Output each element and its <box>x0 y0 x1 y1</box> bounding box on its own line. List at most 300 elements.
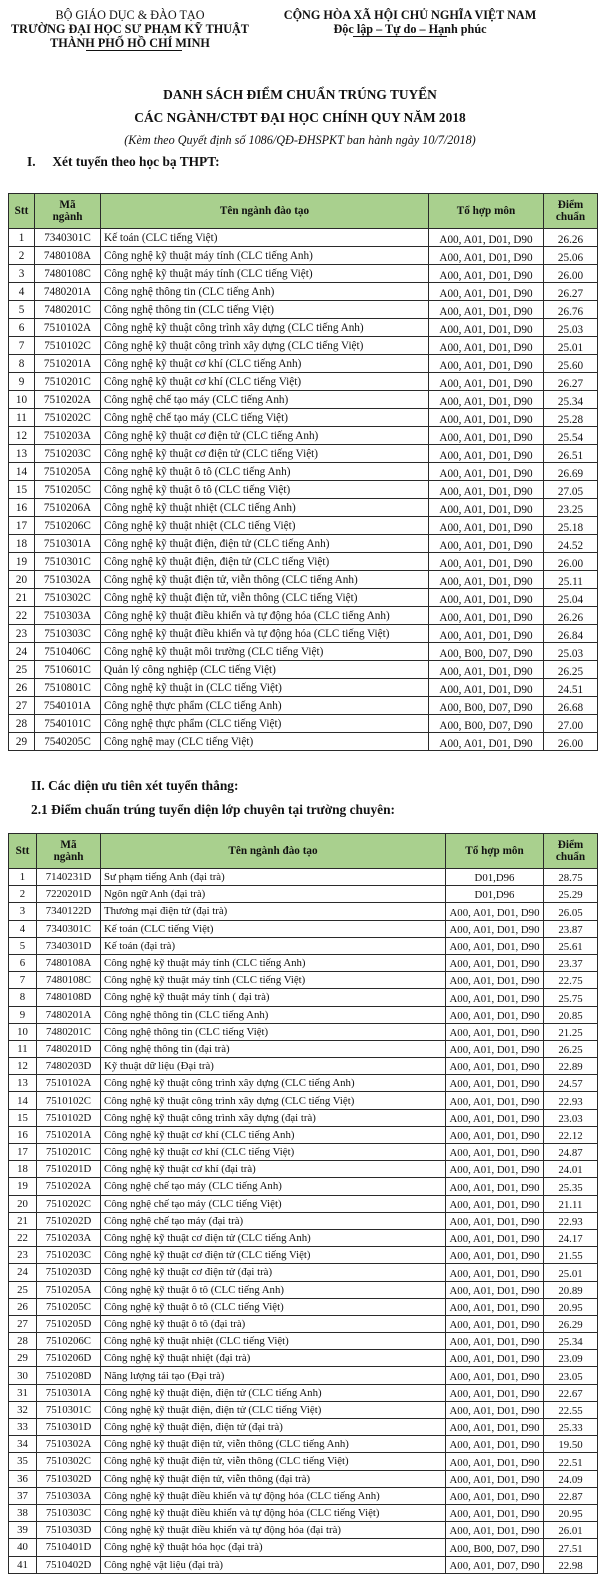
row-major-name: Công nghệ kỹ thuật ô tô (CLC tiếng Anh) <box>101 463 429 481</box>
row-major-name: Công nghệ kỹ thuật ô tô (CLC tiếng Việt) <box>101 1298 446 1315</box>
row-subject-combo: A00, B00, D07, D90 <box>429 715 544 733</box>
row-subject-combo: A00, A01, D01, D90 <box>446 1195 544 1212</box>
row-major-name: Công nghệ kỹ thuật công trình xây dựng (đại trà) <box>101 1109 446 1126</box>
row-subject-combo: A00, A01, D07, D90 <box>446 1556 544 1573</box>
row-cutoff-score: 26.25 <box>544 661 598 679</box>
row-major-code: 7510202D <box>37 1212 101 1229</box>
row-cutoff-score: 27.05 <box>544 481 598 499</box>
row-cutoff-score: 22.75 <box>544 972 598 989</box>
table-row <box>9 445 598 463</box>
row-major-code: 7510801C <box>35 679 101 697</box>
table-row <box>9 1281 598 1298</box>
row-subject-combo: A00, A01, D01, D90 <box>446 1058 544 1075</box>
row-stt: 23 <box>9 1247 37 1264</box>
row-cutoff-score: 22.87 <box>544 1487 598 1504</box>
row-major-name: Công nghệ kỹ thuật nhiệt (CLC tiếng Việt) <box>101 1333 446 1350</box>
row-stt: 5 <box>9 301 35 319</box>
row-stt: 3 <box>9 265 35 283</box>
row-stt: 21 <box>9 589 35 607</box>
table-row <box>9 1212 598 1229</box>
row-major-name: Công nghệ kỹ thuật máy tính (CLC tiếng Anh) <box>101 954 446 971</box>
row-cutoff-score: 24.01 <box>544 1161 598 1178</box>
row-stt: 28 <box>9 715 35 733</box>
row-major-code: 7510203A <box>35 427 101 445</box>
row-stt: 11 <box>9 409 35 427</box>
row-major-name: Công nghệ kỹ thuật máy tính (CLC tiếng Việt) <box>101 972 446 989</box>
table-row <box>9 409 598 427</box>
row-subject-combo: A00, A01, D01, D90 <box>446 903 544 920</box>
table-row <box>9 1298 598 1315</box>
row-major-code: 7510302C <box>37 1453 101 1470</box>
row-stt: 37 <box>9 1487 37 1504</box>
row-cutoff-score: 26.27 <box>544 283 598 301</box>
row-subject-combo: A00, A01, D01, D90 <box>429 409 544 427</box>
row-major-code: 7510102C <box>35 337 101 355</box>
row-major-code: 7510201A <box>35 355 101 373</box>
row-cutoff-score: 25.04 <box>544 589 598 607</box>
row-subject-combo: A00, A01, D01, D90 <box>429 247 544 265</box>
row-cutoff-score: 20.95 <box>544 1298 598 1315</box>
row-major-code: 7510205C <box>35 481 101 499</box>
row-major-name: Công nghệ kỹ thuật nhiệt (CLC tiếng Việt) <box>101 517 429 535</box>
row-major-code: 7510206C <box>37 1333 101 1350</box>
table-row <box>9 1333 598 1350</box>
row-major-name: Công nghệ may (CLC tiếng Việt) <box>101 733 429 751</box>
row-subject-combo: A00, A01, D01, D90 <box>446 1109 544 1126</box>
row-major-name: Công nghệ kỹ thuật ô tô (CLC tiếng Anh) <box>101 1281 446 1298</box>
row-stt: 6 <box>9 954 37 971</box>
row-cutoff-score: 23.03 <box>544 1109 598 1126</box>
row-stt: 7 <box>9 972 37 989</box>
row-stt: 4 <box>9 283 35 301</box>
row-major-code: 7510202A <box>37 1178 101 1195</box>
row-major-name: Công nghệ kỹ thuật điện tử, viễn thông (đại trà) <box>101 1470 446 1487</box>
row-cutoff-score: 24.09 <box>544 1470 598 1487</box>
row-cutoff-score: 24.51 <box>544 679 598 697</box>
country-name: CỘNG HÒA XÃ HỘI CHỦ NGHĨA VIỆT NAM <box>283 8 537 22</box>
row-major-code: 7480108D <box>37 989 101 1006</box>
row-cutoff-score: 26.29 <box>544 1315 598 1332</box>
row-cutoff-score: 27.00 <box>544 715 598 733</box>
table-row <box>9 972 598 989</box>
score-table-transcript <box>8 193 598 751</box>
table-row <box>9 1058 598 1075</box>
row-major-name: Công nghệ thực phẩm (CLC tiếng Anh) <box>101 697 429 715</box>
section-heading-1 <box>27 154 220 170</box>
row-cutoff-score: 26.27 <box>544 373 598 391</box>
row-subject-combo: A00, A01, D01, D90 <box>446 920 544 937</box>
row-major-code: 7510205C <box>37 1298 101 1315</box>
table-header-row <box>9 834 598 869</box>
table-row <box>9 643 598 661</box>
row-major-name: Công nghệ kỹ thuật điện tử, viễn thông (CLC tiếng Việt) <box>101 1453 446 1470</box>
row-cutoff-score: 26.01 <box>544 1522 598 1539</box>
table-row <box>9 661 598 679</box>
row-major-code: 7510205A <box>37 1281 101 1298</box>
row-cutoff-score: 21.25 <box>544 1023 598 1040</box>
row-stt: 1 <box>9 869 37 886</box>
row-subject-combo: A00, A01, D01, D90 <box>429 265 544 283</box>
row-major-code: 7510201A <box>37 1126 101 1143</box>
row-major-code: 7510301D <box>37 1419 101 1436</box>
table-row <box>9 1229 598 1246</box>
row-major-code: 7510401D <box>37 1539 101 1556</box>
row-cutoff-score: 25.01 <box>544 337 598 355</box>
university-city: THÀNH PHỐ HỒ CHÍ MINH <box>50 36 210 50</box>
row-cutoff-score: 25.35 <box>544 1178 598 1195</box>
table-row <box>9 1384 598 1401</box>
row-stt: 20 <box>9 571 35 589</box>
row-stt: 34 <box>9 1436 37 1453</box>
row-stt: 6 <box>9 319 35 337</box>
row-major-name: Công nghệ chế tạo máy (CLC tiếng Anh) <box>101 1178 446 1195</box>
row-major-name: Thương mại điện tử (đại trà) <box>101 903 446 920</box>
row-cutoff-score: 26.26 <box>544 607 598 625</box>
row-cutoff-score: 25.34 <box>544 1333 598 1350</box>
row-major-code: 7510406C <box>35 643 101 661</box>
row-stt: 40 <box>9 1539 37 1556</box>
table-row <box>9 1350 598 1367</box>
row-major-name: Công nghệ kỹ thuật nhiệt (CLC tiếng Anh) <box>101 499 429 517</box>
row-major-code: 7510302C <box>35 589 101 607</box>
table-row <box>9 463 598 481</box>
row-stt: 16 <box>9 499 35 517</box>
row-stt: 2 <box>9 247 35 265</box>
row-stt: 29 <box>9 1350 37 1367</box>
row-stt: 7 <box>9 337 35 355</box>
table-row <box>9 903 598 920</box>
table-row <box>9 427 598 445</box>
row-subject-combo: A00, A01, D01, D90 <box>446 1453 544 1470</box>
row-subject-combo: A00, A01, D01, D90 <box>429 319 544 337</box>
row-major-name: Công nghệ vật liệu (đại trà) <box>101 1556 446 1573</box>
row-subject-combo: A00, A01, D01, D90 <box>429 337 544 355</box>
table-row <box>9 1436 598 1453</box>
row-stt: 13 <box>9 445 35 463</box>
row-subject-combo: A00, A01, D01, D90 <box>446 1040 544 1057</box>
row-subject-combo: A00, A01, D01, D90 <box>429 301 544 319</box>
table-row <box>9 954 598 971</box>
row-major-code: 7510303D <box>37 1522 101 1539</box>
row-major-name: Công nghệ thông tin (CLC tiếng Việt) <box>101 1023 446 1040</box>
row-major-name: Sư phạm tiếng Anh (đại trà) <box>101 869 446 886</box>
row-major-name: Công nghệ chế tạo máy (CLC tiếng Việt) <box>101 1195 446 1212</box>
row-stt: 17 <box>9 1144 37 1161</box>
row-subject-combo: A00, A01, D01, D90 <box>446 954 544 971</box>
row-major-code: 7510601C <box>35 661 101 679</box>
row-cutoff-score: 26.76 <box>544 301 598 319</box>
row-major-code: 7510201D <box>37 1161 101 1178</box>
row-subject-combo: D01,D96 <box>446 869 544 886</box>
row-subject-combo: A00, A01, D01, D90 <box>429 355 544 373</box>
row-cutoff-score: 26.00 <box>544 733 598 751</box>
row-major-code: 7510201C <box>37 1144 101 1161</box>
row-stt: 15 <box>9 481 35 499</box>
row-major-code: 7510303A <box>37 1487 101 1504</box>
row-cutoff-score: 25.06 <box>544 247 598 265</box>
row-major-name: Công nghệ kỹ thuật máy tính ( đại trà) <box>101 989 446 1006</box>
row-major-code: 7510102D <box>37 1109 101 1126</box>
row-stt: 18 <box>9 1161 37 1178</box>
table-row <box>9 337 598 355</box>
row-subject-combo: A00, A01, D01, D90 <box>446 1178 544 1195</box>
row-cutoff-score: 25.11 <box>544 571 598 589</box>
row-stt: 24 <box>9 1264 37 1281</box>
row-subject-combo: A00, A01, D01, D90 <box>446 1367 544 1384</box>
table-row <box>9 229 598 247</box>
table-row <box>9 733 598 751</box>
row-major-code: 7510202C <box>37 1195 101 1212</box>
row-cutoff-score: 19.50 <box>544 1436 598 1453</box>
row-stt: 4 <box>9 920 37 937</box>
row-major-name: Công nghệ kỹ thuật hóa học (đại trà) <box>101 1539 446 1556</box>
row-cutoff-score: 22.93 <box>544 1212 598 1229</box>
row-major-name: Công nghệ kỹ thuật điều khiển và tự động hóa (đại trà) <box>101 1522 446 1539</box>
row-major-name: Công nghệ kỹ thuật điện, điện tử (CLC tiếng Anh) <box>101 1384 446 1401</box>
row-stt: 35 <box>9 1453 37 1470</box>
row-major-name: Công nghệ kỹ thuật điều khiển và tự động hóa (CLC tiếng Anh) <box>101 607 429 625</box>
row-cutoff-score: 22.93 <box>544 1092 598 1109</box>
row-major-code: 7510102C <box>37 1092 101 1109</box>
row-subject-combo: A00, A01, D01, D90 <box>446 1075 544 1092</box>
row-subject-combo: A00, A01, D01, D90 <box>429 427 544 445</box>
row-cutoff-score: 24.87 <box>544 1144 598 1161</box>
table-header-row <box>9 194 598 229</box>
row-subject-combo: A00, A01, D01, D90 <box>429 679 544 697</box>
col-header-score: Điểm chuẩn <box>544 834 598 869</box>
row-stt: 15 <box>9 1109 37 1126</box>
table-row <box>9 1195 598 1212</box>
row-subject-combo: A00, A01, D01, D90 <box>446 1504 544 1521</box>
table-row <box>9 1504 598 1521</box>
row-stt: 32 <box>9 1401 37 1418</box>
row-major-name: Công nghệ kỹ thuật điều khiển và tự động hóa (CLC tiếng Anh) <box>101 1487 446 1504</box>
table-row <box>9 1264 598 1281</box>
table-row <box>9 301 598 319</box>
row-cutoff-score: 23.87 <box>544 920 598 937</box>
ministry-name: BỘ GIÁO DỤC & ĐÀO TẠO <box>55 8 205 22</box>
section-title: Xét tuyển theo học bạ THPT: <box>52 154 220 169</box>
motto: Độc lập – Tự do – Hạnh phúc <box>333 22 487 36</box>
row-major-code: 7480201A <box>37 1006 101 1023</box>
row-subject-combo: A00, A01, D01, D90 <box>429 571 544 589</box>
table-row <box>9 989 598 1006</box>
document-title: DANH SÁCH ĐIỂM CHUẨN TRÚNG TUYỂN <box>163 87 437 102</box>
table-row <box>9 1178 598 1195</box>
row-stt: 20 <box>9 1195 37 1212</box>
row-cutoff-score: 25.33 <box>544 1419 598 1436</box>
row-stt: 8 <box>9 355 35 373</box>
row-cutoff-score: 24.17 <box>544 1229 598 1246</box>
row-major-code: 7480108A <box>35 247 101 265</box>
row-subject-combo: A00, A01, D01, D90 <box>446 1092 544 1109</box>
row-subject-combo: A00, A01, D01, D90 <box>446 1419 544 1436</box>
row-stt: 38 <box>9 1504 37 1521</box>
ministry-header <box>10 8 250 50</box>
row-major-name: Công nghệ kỹ thuật điện tử, viễn thông (CLC tiếng Anh) <box>101 1436 446 1453</box>
row-major-code: 7340122D <box>37 903 101 920</box>
row-major-name: Công nghệ kỹ thuật điện, điện tử (CLC tiếng Việt) <box>101 1401 446 1418</box>
row-major-code: 7510205A <box>35 463 101 481</box>
row-major-name: Công nghệ kỹ thuật in (CLC tiếng Việt) <box>101 679 429 697</box>
motto-underline <box>353 36 446 37</box>
row-major-name: Công nghệ kỹ thuật điện tử, viễn thông (CLC tiếng Việt) <box>101 589 429 607</box>
row-subject-combo: A00, A01, D01, D90 <box>429 553 544 571</box>
table-row <box>9 1161 598 1178</box>
row-cutoff-score: 23.25 <box>544 499 598 517</box>
table-row <box>9 1522 598 1539</box>
row-major-name: Công nghệ thực phẩm (CLC tiếng Việt) <box>101 715 429 733</box>
row-cutoff-score: 26.51 <box>544 445 598 463</box>
row-stt: 9 <box>9 1006 37 1023</box>
row-subject-combo: A00, A01, D01, D90 <box>446 1229 544 1246</box>
row-major-code: 7540101A <box>35 697 101 715</box>
row-major-code: 7340301D <box>37 937 101 954</box>
table-row <box>9 391 598 409</box>
row-subject-combo: A00, A01, D01, D90 <box>429 535 544 553</box>
table-row <box>9 886 598 903</box>
row-major-name: Công nghệ chế tạo máy (CLC tiếng Anh) <box>101 391 429 409</box>
row-major-name: Công nghệ kỹ thuật cơ khí (CLC tiếng Anh) <box>101 1126 446 1143</box>
row-cutoff-score: 26.26 <box>544 229 598 247</box>
row-major-name: Công nghệ kỹ thuật điều khiển và tự động hóa (CLC tiếng Việt) <box>101 625 429 643</box>
row-major-name: Công nghệ kỹ thuật cơ khí (CLC tiếng Anh) <box>101 355 429 373</box>
row-major-code: 7480201D <box>37 1040 101 1057</box>
document-title-line2: CÁC NGÀNH/CTĐT ĐẠI HỌC CHÍNH QUY NĂM 2018 <box>134 110 466 125</box>
row-major-name: Công nghệ kỹ thuật điều khiển và tự động hóa (CLC tiếng Việt) <box>101 1504 446 1521</box>
row-major-name: Công nghệ thông tin (đại trà) <box>101 1040 446 1057</box>
row-subject-combo: A00, A01, D01, D90 <box>429 661 544 679</box>
row-subject-combo: A00, A01, D01, D90 <box>429 499 544 517</box>
row-cutoff-score: 26.68 <box>544 697 598 715</box>
table-row <box>9 715 598 733</box>
row-major-code: 7480201A <box>35 283 101 301</box>
row-major-code: 7510208D <box>37 1367 101 1384</box>
row-major-code: 7480108A <box>37 954 101 971</box>
row-major-name: Năng lượng tái tạo (Đại trà) <box>101 1367 446 1384</box>
table-row <box>9 373 598 391</box>
row-stt: 18 <box>9 535 35 553</box>
row-subject-combo: A00, A01, D01, D90 <box>446 1333 544 1350</box>
row-cutoff-score: 25.01 <box>544 1264 598 1281</box>
row-cutoff-score: 25.03 <box>544 319 598 337</box>
col-header-name: Tên ngành đào tạo <box>101 834 446 869</box>
table-row <box>9 607 598 625</box>
row-major-code: 7510202A <box>35 391 101 409</box>
table-row <box>9 937 598 954</box>
row-subject-combo: A00, A01, D01, D90 <box>446 1126 544 1143</box>
row-major-name: Công nghệ kỹ thuật cơ điện tử (CLC tiếng Việt) <box>101 445 429 463</box>
row-major-name: Kế toán (CLC tiếng Việt) <box>101 920 446 937</box>
row-stt: 33 <box>9 1419 37 1436</box>
row-major-name: Công nghệ thông tin (CLC tiếng Việt) <box>101 301 429 319</box>
row-stt: 41 <box>9 1556 37 1573</box>
row-subject-combo: A00, A01, D01, D90 <box>446 1315 544 1332</box>
table-row <box>9 1144 598 1161</box>
row-major-code: 7510203C <box>37 1247 101 1264</box>
row-stt: 16 <box>9 1126 37 1143</box>
row-major-code: 7510203C <box>35 445 101 463</box>
row-cutoff-score: 21.55 <box>544 1247 598 1264</box>
row-cutoff-score: 22.51 <box>544 1453 598 1470</box>
row-subject-combo: A00, A01, D01, D90 <box>429 589 544 607</box>
row-stt: 31 <box>9 1384 37 1401</box>
row-subject-combo: A00, A01, D01, D90 <box>429 733 544 751</box>
col-header-stt: Stt <box>9 834 37 869</box>
row-major-name: Công nghệ thông tin (CLC tiếng Anh) <box>101 1006 446 1023</box>
table-row <box>9 1092 598 1109</box>
row-stt: 23 <box>9 625 35 643</box>
row-cutoff-score: 22.55 <box>544 1401 598 1418</box>
row-stt: 14 <box>9 1092 37 1109</box>
row-cutoff-score: 22.67 <box>544 1384 598 1401</box>
row-subject-combo: A00, B00, D07, D90 <box>429 643 544 661</box>
row-major-code: 7510303C <box>35 625 101 643</box>
row-stt: 30 <box>9 1367 37 1384</box>
row-major-name: Công nghệ kỹ thuật cơ điện tử (đại trà) <box>101 1264 446 1281</box>
row-major-name: Công nghệ kỹ thuật cơ khí (CLC tiếng Việt) <box>101 373 429 391</box>
row-major-name: Kỹ thuật dữ liệu (Đại trà) <box>101 1058 446 1075</box>
row-major-code: 7480203D <box>37 1058 101 1075</box>
row-major-code: 7510201C <box>35 373 101 391</box>
row-major-name: Công nghệ kỹ thuật điện, điện tử (CLC tiếng Việt) <box>101 553 429 571</box>
row-cutoff-score: 22.98 <box>544 1556 598 1573</box>
row-cutoff-score: 24.52 <box>544 535 598 553</box>
table-row <box>9 355 598 373</box>
table-row <box>9 1419 598 1436</box>
table-row <box>9 553 598 571</box>
table-row <box>9 481 598 499</box>
row-stt: 2 <box>9 886 37 903</box>
header-underline <box>86 50 182 51</box>
row-major-name: Công nghệ kỹ thuật công trình xây dựng (CLC tiếng Anh) <box>101 1075 446 1092</box>
row-subject-combo: A00, A01, D01, D90 <box>446 1006 544 1023</box>
row-subject-combo: A00, A01, D01, D90 <box>446 1264 544 1281</box>
row-stt: 36 <box>9 1470 37 1487</box>
row-cutoff-score: 25.75 <box>544 989 598 1006</box>
row-major-code: 7510302D <box>37 1470 101 1487</box>
table-row <box>9 499 598 517</box>
row-major-name: Công nghệ kỹ thuật điện, điện tử (đại trà) <box>101 1419 446 1436</box>
row-subject-combo: A00, B00, D07, D90 <box>429 697 544 715</box>
row-subject-combo: A00, A01, D01, D90 <box>446 1281 544 1298</box>
row-stt: 12 <box>9 427 35 445</box>
col-header-score: Điểm chuẩn <box>544 194 598 229</box>
row-stt: 24 <box>9 643 35 661</box>
row-major-code: 7480108C <box>37 972 101 989</box>
row-major-name: Công nghệ chế tạo máy (đại trà) <box>101 1212 446 1229</box>
table-row <box>9 1556 598 1573</box>
row-major-code: 7480201C <box>35 301 101 319</box>
row-stt: 14 <box>9 463 35 481</box>
row-subject-combo: A00, A01, D01, D90 <box>446 1298 544 1315</box>
row-subject-combo: A00, A01, D01, D90 <box>446 1401 544 1418</box>
row-major-name: Kế toán (đại trà) <box>101 937 446 954</box>
row-stt: 17 <box>9 517 35 535</box>
row-stt: 29 <box>9 733 35 751</box>
row-major-code: 7510102A <box>35 319 101 337</box>
row-cutoff-score: 25.29 <box>544 886 598 903</box>
row-subject-combo: D01,D96 <box>446 886 544 903</box>
row-major-name: Công nghệ kỹ thuật cơ điện tử (CLC tiếng Anh) <box>101 1229 446 1246</box>
row-major-code: 7510102A <box>37 1075 101 1092</box>
row-major-name: Công nghệ chế tạo máy (CLC tiếng Việt) <box>101 409 429 427</box>
table-row <box>9 1006 598 1023</box>
table-row <box>9 869 598 886</box>
row-major-name: Công nghệ kỹ thuật điện tử, viễn thông (CLC tiếng Anh) <box>101 571 429 589</box>
row-stt: 27 <box>9 1315 37 1332</box>
row-stt: 19 <box>9 553 35 571</box>
